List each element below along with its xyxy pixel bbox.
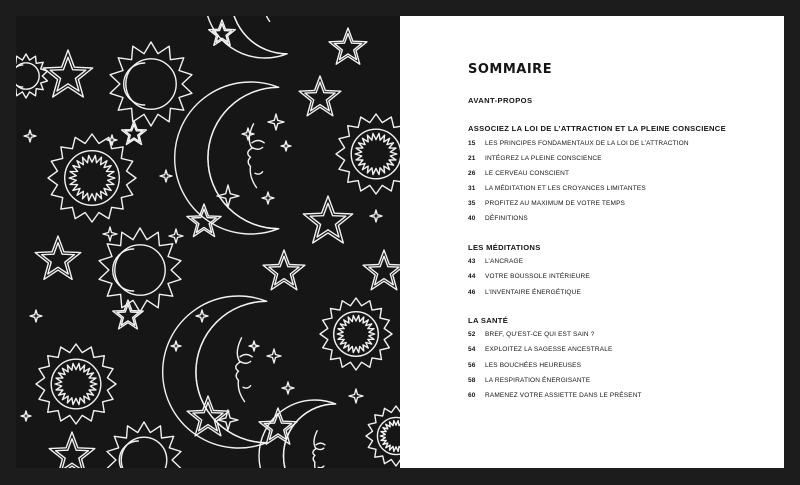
star-icon [329,28,367,64]
sparkle-icon [171,341,181,351]
sparkle-icon [30,310,42,322]
entry-title: BREF, QU’EST-CE QUI EST SAIN ? [485,331,595,339]
page-number: 35 [468,200,476,208]
toc-entry[interactable] [468,258,758,273]
page-number: 46 [468,288,476,296]
sparkle-icon [242,128,254,140]
page-number: 26 [468,169,476,177]
entry-title: LES BOUCHÉES HEUREUSES [485,361,582,369]
page-number: 40 [468,215,476,223]
star-icon [113,300,143,329]
sparkle-icon [196,310,208,322]
page-number: 43 [468,258,476,266]
toc-section [468,124,758,231]
toc-entry[interactable] [468,140,758,155]
star-icon [187,396,229,436]
sparkle-icon [281,141,291,151]
toc-entry[interactable] [468,392,758,407]
entry-title: VOTRE BOUSSOLE INTÉRIEURE [485,273,590,281]
sparkle-icon [267,349,281,363]
sun-icon [366,406,400,466]
star-icon [299,76,341,116]
sun-icon [99,228,181,312]
toc-entry[interactable] [468,362,758,377]
page-number: 44 [468,273,476,281]
page-number: 56 [468,361,476,369]
star-icon [49,432,95,468]
moon-face-icon [175,82,279,234]
moon-face-icon [163,296,267,448]
page-number: 52 [468,331,476,339]
sun-icon [320,298,392,370]
toc-entry[interactable] [468,215,758,230]
toc-sections [468,124,758,407]
sun-icon [110,42,192,126]
toc-entry[interactable] [468,331,758,346]
toc-entry[interactable] [468,185,758,200]
sparkle-icon [107,135,117,145]
sparkle-icon [24,130,36,142]
foreword-heading: AVANT-PROPOS [468,96,533,105]
star-icon [187,204,221,237]
section-title: LES MÉDITATIONS [468,242,541,252]
entry-title: LA RESPIRATION ÉNERGISANTE [485,376,591,384]
entry-title: L’INVENTAIRE ÉNERGÉTIQUE [485,288,581,296]
entry-title: L’ANCRAGE [485,258,524,266]
toc-section [468,316,758,407]
star-icon [122,121,147,145]
toc-entry[interactable] [468,170,758,185]
star-icon [263,250,305,290]
sparkle-icon [349,389,363,403]
sparkle-icon [262,192,274,204]
toc-entry[interactable] [468,155,758,170]
star-icon [35,236,81,279]
section-title: ASSOCIEZ LA LOI DE L’ATTRACTION ET LA PLEINE CONSCIENCE [468,124,726,133]
toc-entry[interactable] [468,346,758,361]
entry-title: DÉFINITIONS [485,215,528,223]
entry-title: RAMENEZ VOTRE ASSIETTE DANS LE PRÉSENT [485,391,642,399]
toc-entry[interactable] [468,200,758,215]
sparkle-icon [103,227,117,241]
page-number: 54 [468,346,476,354]
celestial-pattern [16,16,400,468]
sun-icon [48,134,136,222]
page-title: SOMMAIRE [468,62,553,77]
sun-icon [36,344,116,424]
entry-title: LE CERVEAU CONSCIENT [485,169,570,177]
star-icon [43,50,92,97]
entry-title: PROFITEZ AU MAXIMUM DE VOTRE TEMPS [485,200,626,208]
sun-icon [107,422,181,468]
toc-section [468,243,758,304]
sparkle-icon [370,210,382,222]
sparkle-icon [217,185,239,207]
sparkle-icon [21,411,31,421]
table-of-contents [468,62,758,419]
page-number: 15 [468,139,476,147]
toc-entry[interactable] [468,273,758,288]
page-number: 58 [468,376,476,384]
sparkle-icon [160,170,172,182]
sparkle-icon [282,382,294,394]
sparkle-icon [268,114,284,130]
pattern-page [16,16,400,468]
entry-title: LES PRINCIPES FONDAMENTAUX DE LA LOI DE L’ATTRACTION [485,139,689,147]
sparkle-icon [169,229,183,243]
entry-title: LA MÉDITATION ET LES CROYANCES LIMITANTES [485,185,646,193]
section-title: LA SANTÉ [468,315,509,325]
entry-title: INTÉGREZ LA PLEINE CONSCIENCE [485,154,602,162]
toc-entry[interactable] [468,377,758,392]
star-icon [303,196,352,243]
sparkle-icon [249,341,259,351]
contents-page [400,16,784,468]
page-number: 21 [468,154,476,162]
star-icon [209,20,236,45]
star-icon [259,408,297,444]
star-icon [363,250,400,290]
page-number: 60 [468,391,476,399]
toc-entry[interactable] [468,289,758,304]
entry-title: EXPLOITEZ LA SAGESSE ANCESTRALE [485,346,613,354]
sun-icon [336,114,400,194]
page-number: 31 [468,185,476,193]
sun-icon [16,54,47,98]
